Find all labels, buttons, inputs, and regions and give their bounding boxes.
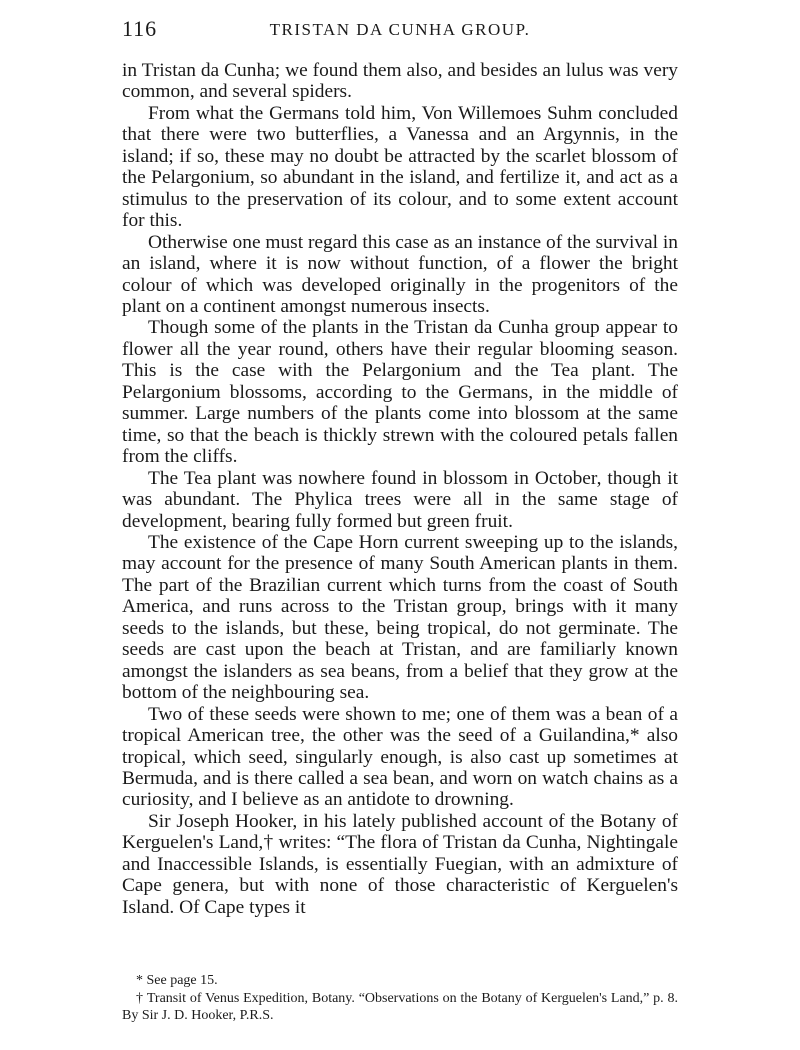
footnotes	[122, 972, 678, 1025]
page-header	[122, 16, 678, 46]
paragraph: Two of these seeds were shown to me; one of them was a bean of a tropical American tree, the other was the seed of a Guilandina,* also tropical, which seed, singularly enough, is also cast up sometimes at Bermuda, and is there called a sea bean, and worn on watch chains as a curiosity, and I believe as an antidote to drowning.	[122, 703, 678, 811]
paragraph: Though some of the plants in the Tristan da Cunha group appear to flower all the year round, others have their regular blooming season. This is the case with the Pelargonium and the Tea plant. The Pelargonium blossoms, according to the Germans, in the middle of summer. Large numbers of the plants come into blossom at the same time, so that the beach is thickly strewn with the coloured petals fallen from the cliffs.	[122, 317, 678, 468]
paragraph: in Tristan da Cunha; we found them also, and besides an lulus was very common, and several spiders.	[122, 60, 678, 103]
body-text	[122, 60, 678, 918]
paragraph: The Tea plant was nowhere found in blossom in October, though it was abundant. The Phylica trees were all in the same stage of development, bearing fully formed but green fruit.	[122, 467, 678, 532]
paragraph: The existence of the Cape Horn current sweeping up to the islands, may account for the presence of many South American plants in them. The part of the Brazilian current which turns from the coast of South America, and runs across to the Tristan group, brings with it many seeds to the islands, but these, being tropical, do not germinate. The seeds are cast upon the beach at Tristan, and are familiarly known amongst the islanders as sea beans, from a belief that they grow at the bottom of the neighbouring sea.	[122, 531, 678, 704]
paragraph: Otherwise one must regard this case as an instance of the survival in an island, where it is now without function, of a flower the bright colour of which was developed originally in the progenitors of the plant on a continent amongst numerous insects.	[122, 231, 678, 317]
page-number: 116	[122, 16, 158, 41]
paragraph: Sir Joseph Hooker, in his lately published account of the Botany of Kerguelen's Land,† writes: “The flora of Tristan da Cunha, Nightingale and Inaccessible Islands, is essentially Fuegian, with an admixture of Cape genera, but with none of those characteristic of Kerguelen's Island. Of Cape types it	[122, 810, 678, 918]
paragraph: From what the Germans told him, Von Willemoes Suhm concluded that there were two butterflies, a Vanessa and an Argynnis, in the island; if so, these may no doubt be attracted by the scarlet blossom of the Pelargonium, so abundant in the island, and fertilize it, and act as a stimulus to the preservation of its colour, and to some extent account for this.	[122, 102, 678, 232]
footnote: † Transit of Venus Expedition, Botany. “Observations on the Botany of Kerguelen's Land,” p. 8. By Sir J. D. Hooker, P.R.S.	[122, 990, 678, 1023]
running-head: TRISTAN DA CUNHA GROUP.	[269, 20, 531, 39]
footnote: * See page 15.	[136, 973, 218, 988]
